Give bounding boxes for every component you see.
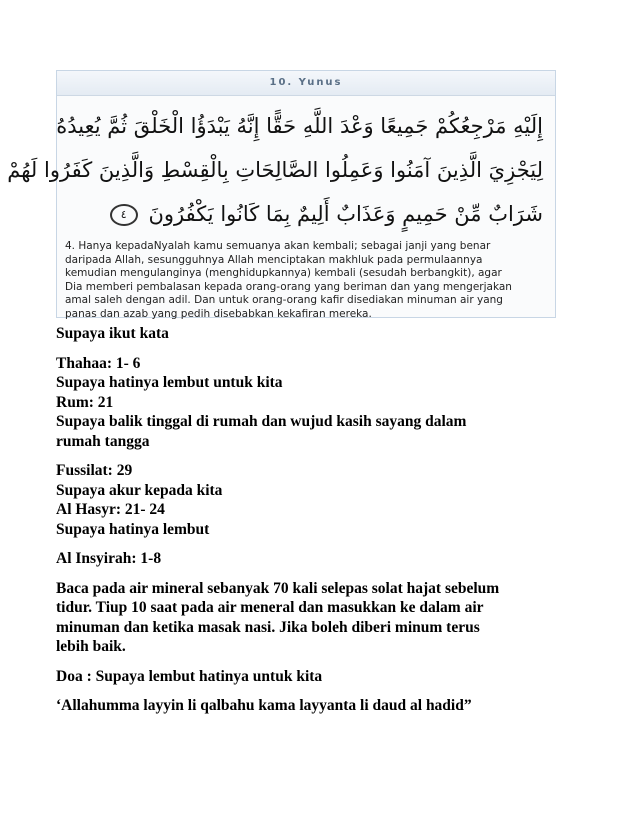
translation-line-5: amal saleh dengan adil. Dan untuk orang-orang kafir disediakan minuman air yang	[65, 294, 503, 307]
translation-line-1: 4. Hanya kepadaNyalah kamu semuanya akan kembali; sebagai janji yang benar	[65, 240, 491, 252]
arabic-line-3-text: شَرَابٌ مِّنْ حَمِيمٍ وَعَذَابٌ أَلِيمٌ بِمَا كَانُوا يَكْفُرُونَ	[148, 202, 543, 226]
translation-line-2: daripada Allah, sesungguhnya Allah menciptakan makhluk pada permulaannya	[65, 253, 483, 266]
instruction-line-3: minuman dan ketika masak nasi. Jika boleh diberi minum terus	[56, 618, 480, 636]
reference-al-hasyr: Al Hasyr: 21- 24	[56, 501, 165, 518]
reference-fussilat: Fussilat: 29	[56, 462, 133, 479]
purpose-balik-tinggal-cont: rumah tangga	[56, 432, 150, 450]
ayah-number-marker: ٤	[110, 204, 138, 226]
instruction-line-1: Baca pada air mineral sebanyak 70 kali selepas solat hajat sebelum	[56, 579, 500, 597]
instruction-line-2: tidur. Tiup 10 saat pada air meneral dan masukkan ke dalam air	[56, 599, 484, 616]
translation-line-6: panas dan azab yang pedih disebabkan kekafiran mereka.	[65, 307, 372, 320]
paragraph-supaya-ikut-kata: Supaya ikut kata	[56, 325, 169, 342]
reference-thahaa: Thahaa: 1- 6	[56, 354, 141, 372]
translation-line-4: Dia memberi pembalasan kepada orang-orang yang beriman dan yang mengerjakan	[65, 280, 512, 293]
doa-heading: Doa : Supaya lembut hatinya untuk kita	[56, 667, 323, 685]
doa-text: ‘Allahumma layyin li qalbahu kama layyanta li daud al hadid”	[56, 697, 472, 714]
arabic-line-1: إِلَيْهِ مَرْجِعُكُمْ جَمِيعًا وَعْدَ اللَّهِ حَقًّا إِنَّهُ يَبْدَؤُا الْخَلْقَ ثُمَّ يُعِيدُهُ	[56, 114, 543, 138]
instruction-line-4: lebih baik.	[56, 638, 126, 655]
translation-line-3: kemudian mengulanginya (menghidupkannya) kembali (sesudah berbangkit), agar	[65, 267, 502, 280]
document-body	[56, 324, 576, 716]
purpose-balik-tinggal: Supaya balik tinggal di rumah dan wujud kasih sayang dalam	[56, 413, 467, 430]
purpose-hatinya-lembut: Supaya hatinya lembut	[56, 520, 210, 538]
surah-title: 10. Yunus	[57, 71, 555, 96]
purpose-hatinya-lembut-untuk-kita: Supaya hatinya lembut untuk kita	[56, 374, 283, 391]
arabic-verse	[7, 96, 555, 236]
reference-al-insyirah: Al Insyirah: 1-8	[56, 550, 162, 567]
verse-translation	[57, 236, 555, 322]
purpose-akur: Supaya akur kepada kita	[56, 481, 223, 499]
quran-verse-image	[7, 70, 556, 320]
arabic-line-2: لِيَجْزِيَ الَّذِينَ آمَنُوا وَعَمِلُوا الصَّالِحَاتِ بِالْقِسْطِ وَالَّذِينَ كَفَرُوا لَهُمْ	[7, 158, 543, 182]
reference-rum: Rum: 21	[56, 393, 114, 411]
arabic-line-3	[69, 192, 543, 236]
